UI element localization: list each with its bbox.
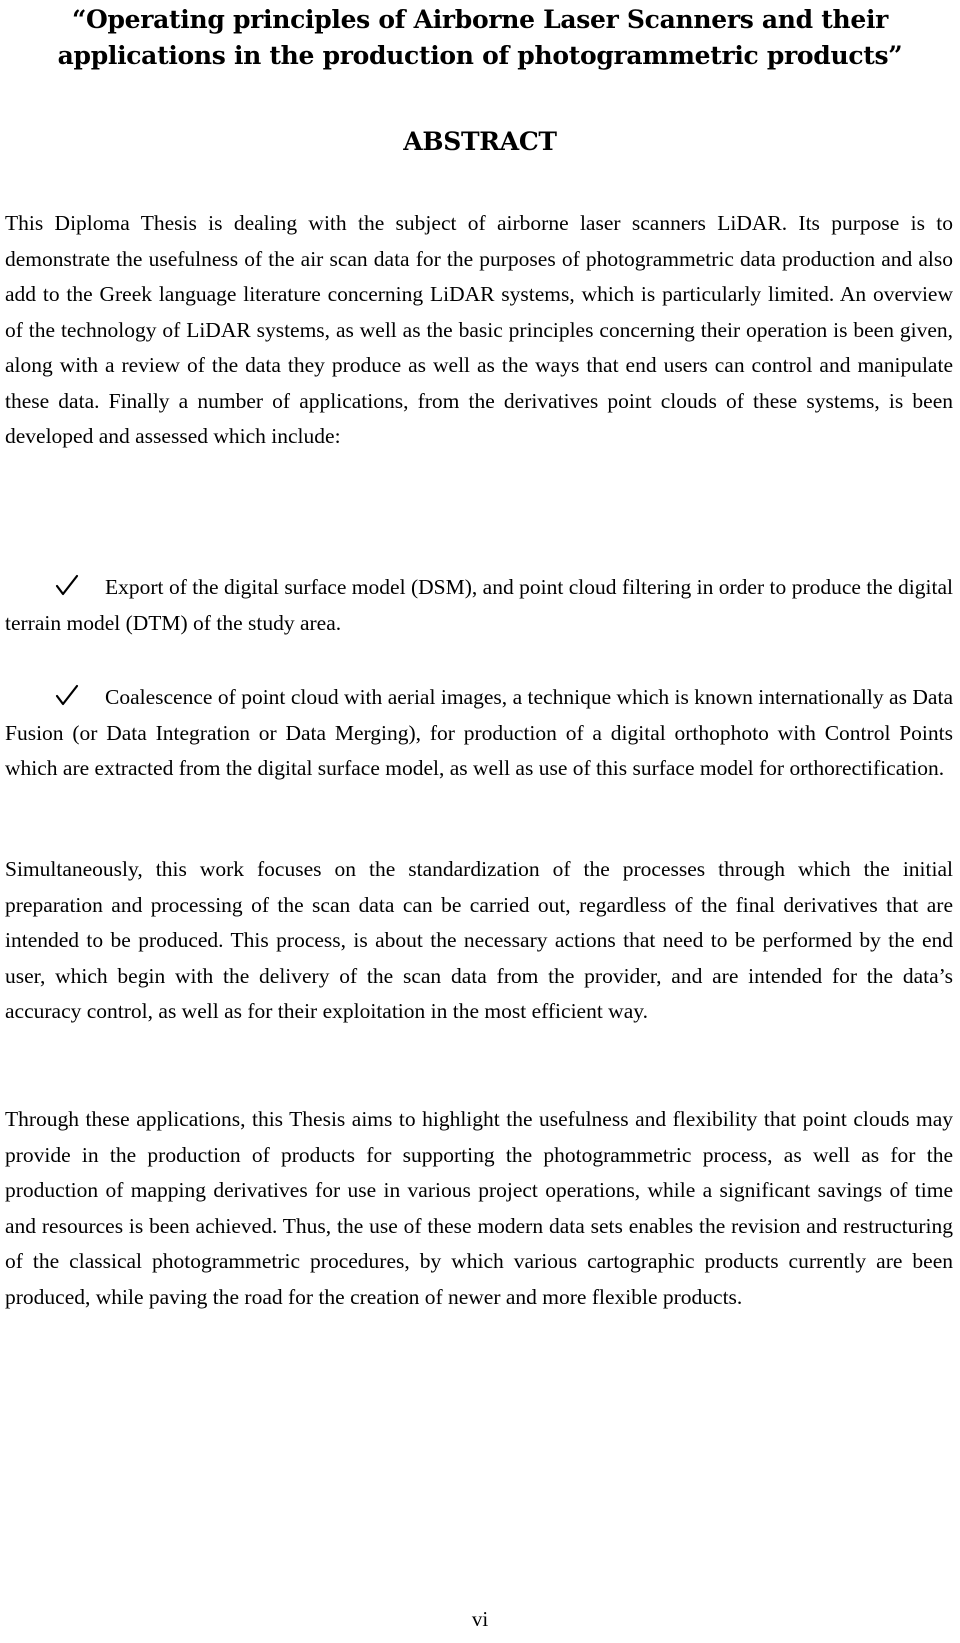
- page-number: vi: [471, 1607, 489, 1631]
- thesis-title: “Operating principles of Airborne Laser Scanners and their applications in the production of photogrammetric products”: [57, 5, 903, 70]
- checkmark-icon: [55, 684, 91, 706]
- abstract-paragraph-2: Simultaneously, this work focuses on the standardization of the processes through which the initial preparation and processing of the scan data can be carried out, regardless of the final derivatives that are intended to be produced. This process, is about the necessary actions that need to be performed by the end user, which begin with the delivery of the scan data from the provider, and are intended for the data’s accuracy control, as well as for their exploitation in the most efficient way.: [5, 857, 953, 1023]
- bullet-item-2: [5, 680, 953, 787]
- checkmark-icon: [55, 574, 91, 596]
- bullet-text: Coalescence of point cloud with aerial images, a technique which is known internationally as Data Fusion (or Data Integration or Data Merging), for production of a digital orthophoto with Control Points which are extracted from the digital surface model, as well as use of this surface model for orthorectification.: [5, 685, 953, 780]
- abstract-paragraph-3: Through these applications, this Thesis aims to highlight the usefulness and flexibility that point clouds may provide in the production of products for supporting the photogrammetric process, as well as for the production of mapping derivatives for use in various project operations, while a significant savings of time and resources is been achieved. Thus, the use of these modern data sets enables the revision and restructuring of the classical photogrammetric procedures, by which various cartographic products currently are been produced, while paving the road for the creation of newer and more flexible products.: [5, 1107, 953, 1309]
- abstract-paragraph-1: This Diploma Thesis is dealing with the subject of airborne laser scanners LiDAR. Its purpose is to demonstrate the usefulness of the air scan data for the purposes of photogrammetric data production and also add to the Greek language literature concerning LiDAR systems, which is particularly limited. An overview of the technology of LiDAR systems, as well as the basic principles concerning their operation is been given, along with a review of the data they produce as well as the ways that end users can control and manipulate these data. Finally a number of applications, from the derivatives point clouds of these systems, is been developed and assessed which include:: [5, 211, 953, 448]
- abstract-heading: ABSTRACT: [403, 127, 557, 156]
- bullet-item-1: [5, 570, 953, 641]
- bullet-text: Export of the digital surface model (DSM), and point cloud filtering in order to produce the digital terrain model (DTM) of the study area.: [5, 575, 953, 635]
